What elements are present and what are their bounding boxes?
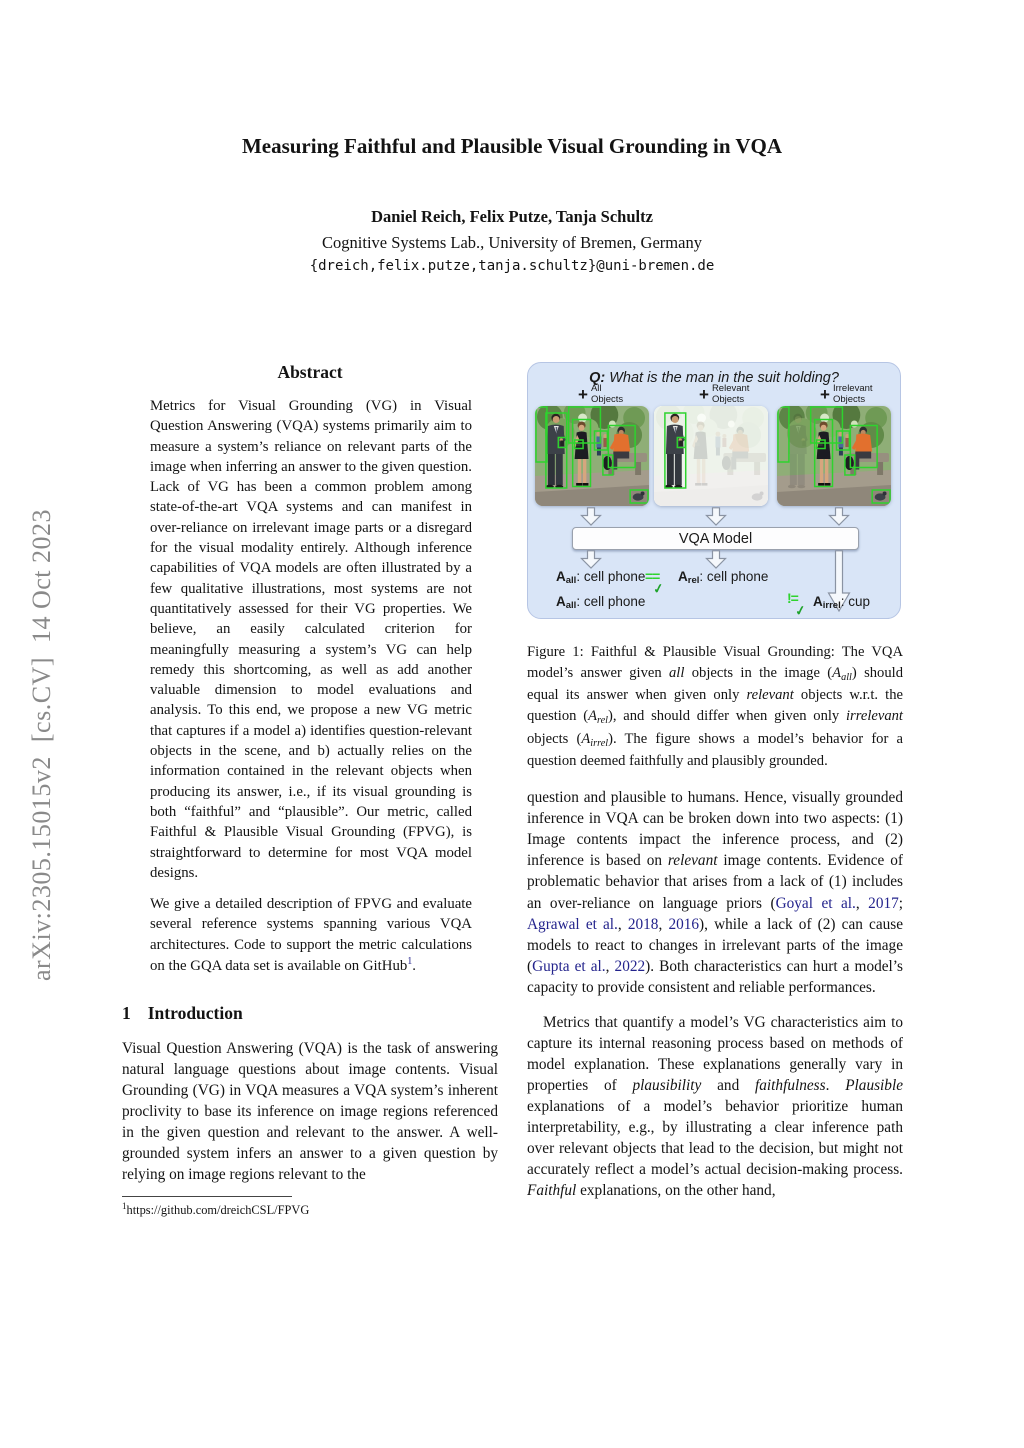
plus-icon: + [699,385,709,405]
right-paragraph-1 [527,787,903,997]
text-segment: ; [898,894,904,912]
park-scene-illustration [777,406,891,506]
text-segment: ). The figure shows a model’s behavior for a question deemed faithfully and plausibly grounded. [527,730,903,770]
citation-link[interactable]: Goyal et al. [775,894,856,912]
text-segment: Faithful [527,1181,577,1199]
text-segment: , [617,915,628,933]
paper-authors: Daniel Reich, Felix Putze, Tanja Schultz [371,207,653,226]
text-segment: relevant [746,687,794,704]
text-segment: ). Both characteristics can hurt a model’s capacity to provide consistent and reliable performances. [527,957,903,996]
answer-a-irrel: $A_{irrel}$: cup [813,594,870,611]
text-segment: relevant [667,852,718,870]
citation-link[interactable]: 2016 [668,915,700,933]
panel-label-line: Irrelevant [832,383,873,394]
abstract-heading: Abstract [277,362,343,382]
text-segment: plausibility [632,1076,702,1094]
text-segment: Q: [589,370,606,386]
plus-icon: + [578,385,588,405]
section-number: 1 [122,1003,131,1024]
panel-label-line: Objects [590,393,624,405]
down-arrow-icon [828,507,850,526]
text-segment: A [581,730,591,747]
text-segment: faithfulness [755,1076,826,1094]
text-segment: objects ( [527,730,582,747]
down-arrow-icon [705,507,727,526]
section-heading-introduction [122,1003,498,1024]
text-segment: all [841,671,852,683]
down-arrow-icon [580,507,602,526]
citation-link[interactable]: 2017 [868,894,899,912]
paper-affiliation: Cognitive Systems Lab., University of Bremen, Germany [322,233,702,252]
paper-title: Measuring Faithful and Plausible Visual Grounding in VQA [241,134,783,158]
plus-icon: + [820,385,830,405]
down-arrow-icon [580,550,602,569]
panel-label-line: Objects [832,393,866,405]
left-column [122,362,498,1219]
footnote-ref[interactable]: 1 [407,956,413,968]
arxiv-watermark: arXiv:2305.15015v2 [cs.CV] 14 Oct 2023 [27,508,56,982]
check-icon: ✓ [651,580,666,597]
text-segment: . [825,1076,846,1094]
footnote-rule [122,1196,292,1197]
intro-paragraph-1: Visual Question Answering (VQA) is the task of answering natural language questions about image contents. Visual Grounding (VG) in VQA measures a VQA system’s inherent proclivity to base its inference on image regions referenced in the given question and relevant to the answer. A well-grounded system infers an answer to a given question by relying on image regions relevant to the [122,1040,498,1184]
check-icon: ✓ [793,602,808,619]
section-title: Introduction [147,1003,243,1024]
text-segment: image contents. Evidence of problematic behavior that arises from a lack of (1) includes an over-reliance on language priors ( [527,852,903,912]
citation-link[interactable]: 2022 [614,957,646,975]
scene-image-relevant-objects [654,406,768,506]
citation-link[interactable]: 2018 [627,915,659,933]
park-scene-illustration [654,406,768,506]
text-segment: ), while a lack of (2) can cause models to react to changes in irrelevant parts of the image ( [527,915,904,975]
down-arrow-icon [705,550,727,569]
text-segment: We give a detailed description of FPVG and evaluate several reference systems spanning various VQA architectures. Code to support the metric calculations on the GQA data set is available on GitHub [150,896,472,974]
text-segment: Metrics that quantify a model’s VG characteristics aim to capture its internal reasoning process based on methods of model explanation. These explanations generally vary in properties of [527,1013,903,1094]
text-segment: all [669,664,685,681]
panel-label-line: Relevant [711,383,750,394]
text-segment: rel [597,715,608,727]
text-segment: Figure 1: Faithful & Plausible Visual Grounding: The VQA model’s answer given [527,644,903,681]
scene-image-all-objects [535,406,649,506]
text-segment: and [701,1076,756,1094]
citation-link[interactable]: Agrawal et al. [527,915,618,933]
paper-email[interactable]: {dreich,felix.putze,tanja.schultz}@uni-bremen.de [309,258,715,274]
text-segment: irrelevant [845,708,903,725]
text-segment: , [605,957,615,975]
vqa-model-box: VQA Model [572,527,859,550]
citation-link[interactable]: Gupta et al. [532,957,606,975]
panel-label-relevant [699,384,749,405]
text-segment: irrel [590,737,609,749]
answer-a-all-2: $A_{all}$: cell phone [556,594,646,611]
footnote-marker: 1 [122,1201,127,1212]
right-column [527,362,903,1201]
scene-image-irrelevant-objects [777,406,891,506]
text-segment: Plausible [845,1076,903,1094]
equals-check-symbol: == ✓ [645,568,666,597]
right-paragraph-2 [527,1012,903,1201]
text-segment: , [658,915,669,933]
text-segment: objects in the image ( [684,664,833,681]
text-segment: ) should equal its answer when given only [527,664,903,704]
text-segment: A [588,708,598,725]
answer-a-rel: $A_{rel}$: cell phone [678,569,769,586]
panel-label-irrelevant [820,384,873,405]
text-segment: ), and should differ when given only [608,708,846,725]
panel-label-all [578,384,623,405]
figure-1-caption [527,642,903,772]
answer-a-all-1: $A_{all}$: cell phone [556,569,646,586]
text-segment: . [412,957,416,974]
panel-label-line: Objects [711,393,745,405]
text-segment: , [855,894,869,912]
abstract-paragraph-1: Metrics for Visual Grounding (VG) in Visual Question Answering (VQA) systems primarily aim to measure a system’s reliance on relevant parts of the image when inferring an answer to the given question. Lack of VG has been a common problem among state-of-the-art VQA systems and can manifest in over-reliance on irrelevant image parts or a disregard for the visual modality entirely. Although inference capabilities of VQA models are often illustrated by a few qualitative illustrations, most systems are not quantitatively assessed for their VG properties. We believe, an easily calculated criterion for meaningfully measuring a system’s VG can help remedy this shortcoming, as well as add another valuable dimension to model evaluations and analysis. To this end, we propose a new VG metric that captures if a model a) identifies question-relevant objects in the scene, and b) actually relies on the information contained in the relevant objects when producing its answer, i.e., if its visual grounding is both “faithful” and “plausible”. Our metric, called Faithful & Plausible Visual Grounding (FPVG), is straightforward to determine for most VQA model designs. [150,398,472,881]
text-segment: objects w.r.t. the question ( [527,687,903,725]
not-equals-check-symbol: != ✓ [787,590,808,619]
panel-label-line: All [590,383,602,394]
footnote-link[interactable]: https://github.com/dreichCSL/FPVG [126,1203,310,1218]
park-scene-illustration [535,406,649,506]
abstract-paragraph-2 [150,894,472,976]
text-segment: question and plausible to humans. Hence, visually grounded inference in VQA can be broken down into two aspects: (1) Image contents impact the inference process, and (2) inference is based on [527,789,903,870]
text-segment: A [832,664,842,681]
figure-1 [527,362,901,619]
text-segment: explanations, on the other hand, [576,1181,776,1199]
text-segment: What is the man in the suit holding? [605,370,839,386]
text-segment: explanations of a model’s behavior prioritize human interpretability, e.g., by illustrating a clear inference path over relevant objects that lead to the decision, but might not accurately reflect a model’s actual decision-making process. [527,1097,903,1178]
footnote [122,1201,498,1218]
